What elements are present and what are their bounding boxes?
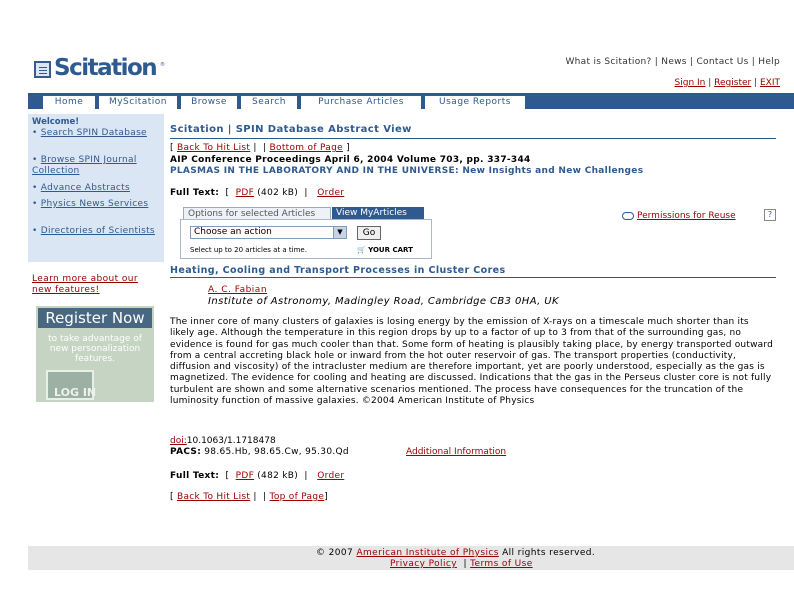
- pdf-link[interactable]: PDF: [235, 188, 255, 198]
- page-title: Scitation | SPIN Database Abstract View: [170, 124, 412, 135]
- sidebar-item-advance-abstracts[interactable]: • Advance Abstracts: [32, 183, 130, 193]
- go-button[interactable]: Go: [357, 226, 381, 240]
- affiliation: Institute of Astronomy, Madingley Road, Cambridge CB3 0HA, UK: [208, 296, 559, 307]
- pdf-link-bottom[interactable]: PDF: [235, 471, 255, 481]
- privacy-policy-link[interactable]: Privacy Policy: [390, 559, 457, 569]
- sidebar-item-physics-news[interactable]: • Physics News Services: [32, 199, 149, 209]
- chevron-down-icon: ▼: [333, 227, 346, 238]
- sidebar-item-search-spin[interactable]: • Search SPIN Database: [32, 128, 147, 138]
- order-link[interactable]: Order: [317, 188, 345, 198]
- top-of-page-link[interactable]: Top of Page: [269, 492, 325, 502]
- fulltext-top: Full Text: [ PDF (402 kB) | Order: [170, 188, 345, 198]
- back-to-hit-list-link[interactable]: Back To Hit List: [176, 143, 251, 153]
- select-hint: Select up to 20 articles at a time.: [190, 246, 307, 254]
- register-link[interactable]: Register: [714, 78, 752, 88]
- nav-links-bottom: [ Back To Hit List | | Top of Page]: [170, 492, 329, 502]
- help-link[interactable]: Help: [758, 57, 780, 67]
- order-link-bottom[interactable]: Order: [317, 471, 345, 481]
- pacs: PACS: 98.65.Hb, 98.65.Cw, 95.30.Qd: [170, 447, 349, 457]
- aip-link[interactable]: American Institute of Physics: [356, 548, 499, 558]
- welcome-label: Welcome!: [32, 117, 80, 127]
- tab-usage-reports[interactable]: Usage Reports: [424, 95, 526, 109]
- register-now-banner[interactable]: Register Now to take advantage of new personalization features. LOG IN: [36, 306, 154, 402]
- divider: [170, 277, 776, 278]
- user-links: Sign In | Register | EXIT: [674, 78, 780, 88]
- conference-title: PLASMAS IN THE LABORATORY AND IN THE UNIVERSE: New Insights and New Challenges: [170, 166, 644, 176]
- sidebar-item-directories[interactable]: • Directories of Scientists: [32, 226, 155, 236]
- footer-links: Privacy Policy | Terms of Use: [390, 559, 533, 569]
- permissions-for-reuse[interactable]: Permissions for Reuse: [622, 211, 736, 221]
- bottom-of-page-link[interactable]: Bottom of Page: [269, 143, 343, 153]
- your-cart-link[interactable]: 🛒 YOUR CART: [357, 246, 413, 254]
- sidebar-item-browse-spin[interactable]: • Browse SPIN Journal Collection: [32, 155, 137, 176]
- tab-view-myarticles[interactable]: View MyArticles: [332, 207, 424, 219]
- author-link[interactable]: A. C. Fabian: [208, 285, 268, 295]
- citation: AIP Conference Proceedings April 6, 2004 Volume 703, pp. 337-344: [170, 155, 531, 165]
- fulltext-bottom: Full Text: [ PDF (482 kB) | Order: [170, 471, 345, 481]
- document-icon: [34, 61, 51, 78]
- tab-search[interactable]: Search: [240, 95, 298, 109]
- exit-link[interactable]: EXIT: [759, 78, 780, 88]
- eye-icon: [622, 212, 634, 220]
- divider: [170, 138, 776, 139]
- action-select[interactable]: Choose an action ▼: [190, 226, 347, 239]
- learn-more-link[interactable]: Learn more about our new features!: [32, 274, 138, 295]
- sign-in-link[interactable]: Sign In: [674, 78, 706, 88]
- tab-myscitation[interactable]: MyScitation: [98, 95, 178, 109]
- logo-text: Scitation: [54, 55, 157, 81]
- tab-purchase-articles[interactable]: Purchase Articles: [300, 95, 422, 109]
- what-is-scitation-link[interactable]: What is Scitation?: [565, 57, 652, 67]
- scitation-logo[interactable]: Scitation ®: [34, 58, 168, 84]
- tab-home[interactable]: Home: [42, 95, 96, 109]
- register-text: to take advantage of new personalization features.: [48, 334, 142, 364]
- tab-browse[interactable]: Browse: [180, 95, 238, 109]
- news-link[interactable]: News: [661, 57, 687, 67]
- nav-links-top: [ Back To Hit List | | Bottom of Page ]: [170, 143, 350, 153]
- article-title: Heating, Cooling and Transport Processes in Cluster Cores: [170, 265, 506, 276]
- main-nav: [28, 93, 794, 109]
- register-heading: Register Now: [38, 308, 152, 328]
- abstract-text: The inner core of many clusters of galaxies is losing energy by the emission of X-rays on a timescale much shorter than its likely age. Although the temperature in this region drops by up to a factor of up to 3 from that of the surrounding gas, no evidence is found for gas much cooler than that. Some form of heating is plausibly taking place, by energy transported outward from a central accreting black hole or inward from the hot outer reservoir of gas. The transport properties (conductivity, diffusion and viscosity) of the intracluster medium are therefore important, yet are poorly understood, especially as the gas is magnetized. The evidence for cooling and heating are discussed. Indications that the gas in the Perseus cluster core is not fully turbulent are shown and some alternative scenarios mentioned. The process have consequences for the truncation of the luminosity function of massive galaxies. ©2004 American Institute of Physics: [170, 317, 773, 407]
- help-icon[interactable]: ?: [764, 209, 776, 221]
- article-options-box: [180, 207, 432, 259]
- doi: doi:10.1063/1.1718478: [170, 436, 276, 446]
- copyright: © 2007 American Institute of Physics All rights reserved.: [316, 548, 596, 558]
- top-links: What is Scitation? | News | Contact Us | Help: [565, 57, 780, 67]
- doi-link[interactable]: doi:: [170, 436, 187, 446]
- back-to-hit-list-link-bottom[interactable]: Back To Hit List: [176, 492, 251, 502]
- additional-information-link[interactable]: Additional Information: [406, 447, 507, 457]
- contact-us-link[interactable]: Contact Us: [696, 57, 749, 67]
- terms-of-use-link[interactable]: Terms of Use: [470, 559, 533, 569]
- tab-options-selected[interactable]: Options for selected Articles: [183, 207, 331, 219]
